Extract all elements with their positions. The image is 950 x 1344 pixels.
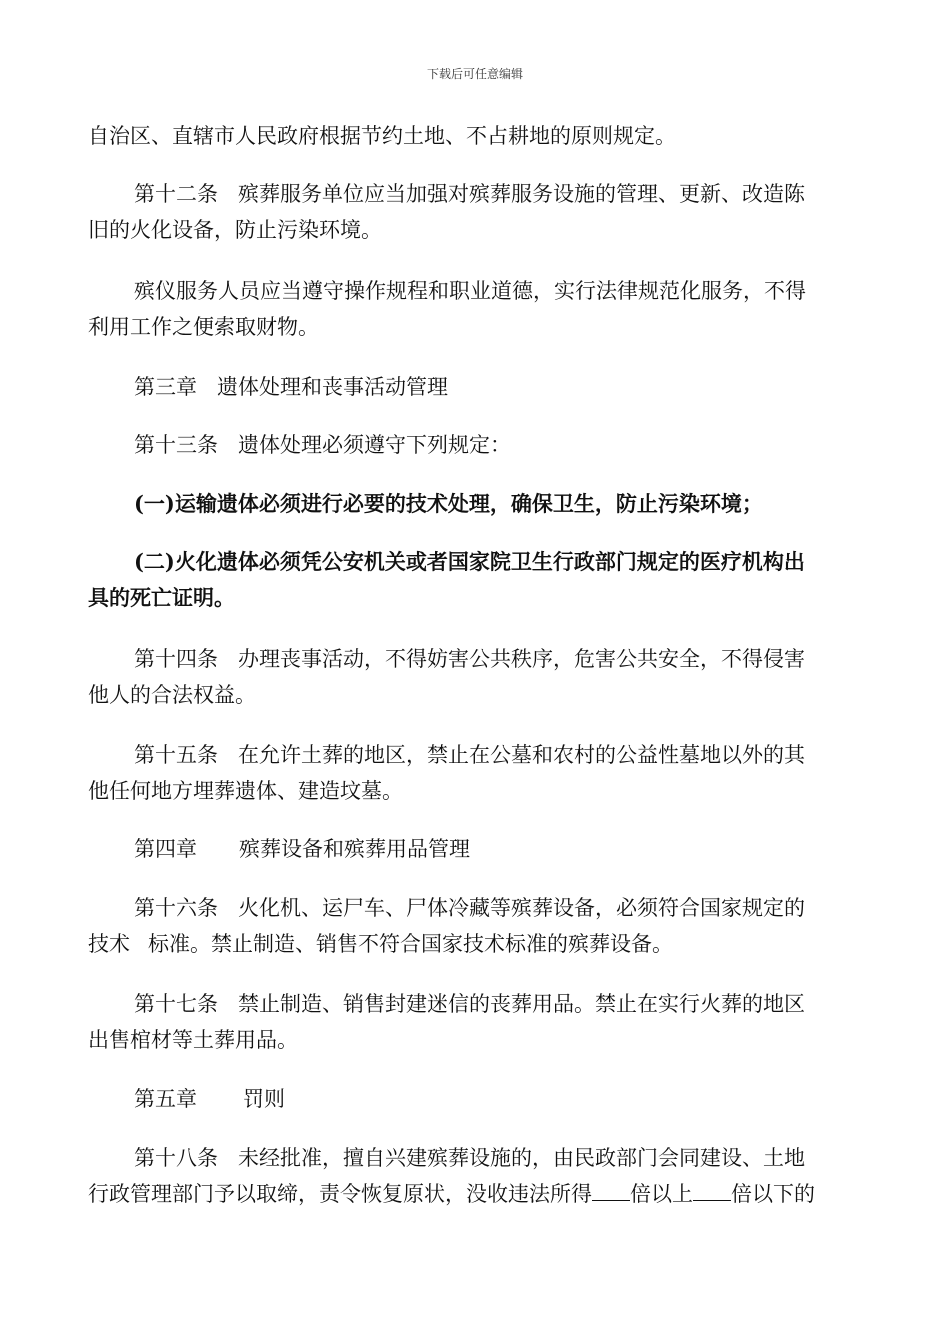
clause-2	[88, 544, 850, 616]
article-12	[88, 176, 850, 248]
article-14	[88, 641, 850, 713]
chapter-label: 第三章	[134, 375, 197, 399]
paragraph-line: 旧的火化设备，防止污染环境。	[88, 218, 382, 242]
article-text: 火化机、运尸车、尸体冷藏等殡葬设备，必须符合国家规定的	[238, 896, 805, 920]
paragraph-line: 出售棺材等土葬用品。	[88, 1028, 298, 1052]
article-text: 殡葬服务单位应当加强对殡葬服务设施的管理、更新、改造陈	[238, 182, 805, 206]
article-18	[88, 1140, 850, 1212]
chapter-label: 第五章	[134, 1087, 197, 1111]
article-label: 第十六条	[134, 896, 218, 920]
paragraph-line: 自治区、直辖市人民政府根据节约土地、不占耕地的原则规定。	[88, 124, 676, 148]
article-15	[88, 737, 850, 809]
chapter-title: 殡葬设备和殡葬用品管理	[239, 837, 470, 861]
paragraph-line: 具的死亡证明。	[88, 585, 235, 610]
chapter-label: 第四章	[134, 837, 197, 861]
article-label: 第十四条	[134, 647, 218, 671]
article-text: 倍以下的	[731, 1182, 815, 1206]
article-text: 标准。禁止制造、销售不符合国家技术标准的殡葬设备。	[148, 932, 673, 956]
article-16	[88, 890, 850, 962]
article-label: 第十五条	[134, 743, 218, 767]
chapter-4-heading	[88, 831, 850, 867]
paragraph-line	[88, 1140, 850, 1176]
article-text: 在允许土葬的地区，禁止在公墓和农村的公益性墓地以外的其	[238, 743, 805, 767]
paragraph-line: 他人的合法权益。	[88, 683, 256, 707]
paragraph-line	[88, 890, 850, 926]
article-13	[88, 427, 850, 463]
paragraph-line: 他任何地方埋葬遗体、建造坟墓。	[88, 779, 403, 803]
article-text: 未经批准，擅自兴建殡葬设施的，由民政部门会同建设、土地	[238, 1146, 805, 1170]
article-text: 禁止制造、销售封建迷信的丧葬用品。禁止在实行火葬的地区	[238, 992, 805, 1016]
paragraph-line	[88, 427, 850, 463]
paragraph-0	[88, 118, 850, 154]
chapter-5-heading	[88, 1081, 850, 1117]
article-text: 倍以上	[630, 1182, 693, 1206]
clause-1	[88, 486, 850, 522]
article-label: 第十二条	[134, 182, 218, 206]
paragraph-line: 利用工作之便索取财物。	[88, 315, 319, 339]
paragraph-line	[88, 369, 850, 405]
paragraph-line	[88, 176, 850, 212]
article-17	[88, 986, 850, 1058]
article-text: 办理丧事活动，不得妨害公共秩序，危害公共安全，不得侵害	[238, 647, 805, 671]
paragraph-line	[88, 641, 850, 677]
paragraph-line	[88, 926, 850, 962]
paragraph-line	[88, 737, 850, 773]
chapter-title: 罚则	[243, 1087, 285, 1111]
fill-in-blank	[693, 1178, 731, 1201]
article-label: 第十七条	[134, 992, 218, 1016]
paragraph-staff-ethics	[88, 273, 850, 345]
paragraph-line: (二)火化遗体必须凭公安机关或者国家院卫生行政部门规定的医疗机构出	[134, 549, 805, 574]
paragraph-line	[88, 986, 850, 1022]
paragraph-line: (一)运输遗体必须进行必要的技术处理，确保卫生，防止污染环境；	[134, 491, 763, 516]
article-label: 第十三条	[134, 433, 218, 457]
article-label: 第十八条	[134, 1146, 218, 1170]
paragraph-line: 殡仪服务人员应当遵守操作规程和职业道德，实行法律规范化服务，不得	[134, 279, 806, 303]
chapter-3-heading	[88, 369, 850, 405]
fill-in-blank	[592, 1178, 630, 1201]
paragraph-line	[88, 1176, 850, 1212]
article-text: 遗体处理必须遵守下列规定：	[238, 433, 511, 457]
paragraph-line	[88, 831, 850, 867]
article-text: 行政管理部门予以取缔，责令恢复原状，没收违法所得	[88, 1182, 592, 1206]
page-header-note: 下载后可任意编辑	[426, 67, 523, 81]
paragraph-line	[88, 1081, 850, 1117]
chapter-title: 遗体处理和丧事活动管理	[217, 375, 448, 399]
article-text: 技术	[88, 932, 130, 956]
